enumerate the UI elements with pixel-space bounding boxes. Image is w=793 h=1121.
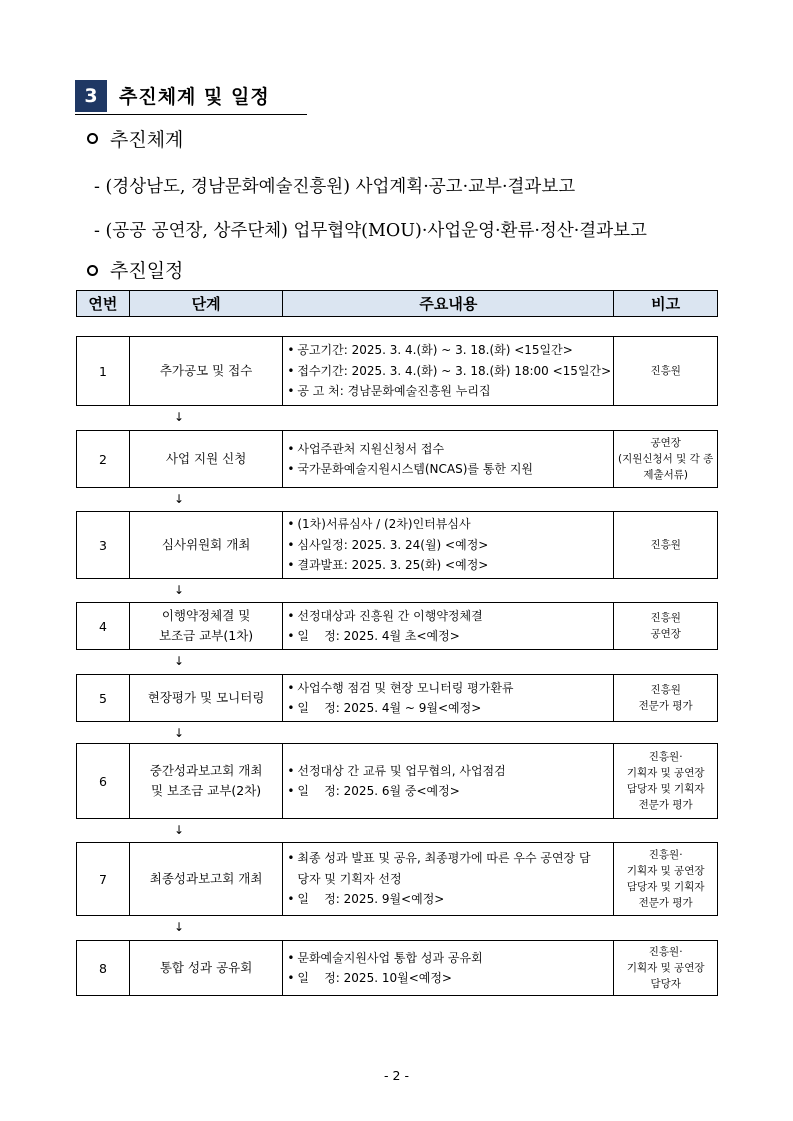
row-stage: 현장평가 및 모니터링 (130, 675, 284, 721)
down-arrow-icon: ↓ (174, 823, 185, 837)
row-number: 6 (77, 744, 130, 818)
row-note: 진흥원 (650, 365, 681, 377)
row-content (283, 744, 614, 818)
down-arrow-icon: ↓ (174, 492, 185, 506)
system-heading: 추진체계 (110, 129, 184, 151)
content-item: • 일 정: 2025. 4월 초<예정> (287, 626, 613, 647)
schedule-row-1 (76, 336, 718, 406)
section-heading (75, 80, 307, 115)
row-stage-text: 중간성과보고회 개최 및 보조금 교부(2차) (149, 763, 263, 798)
content-item: • 공 고 처: 경남문화예술진흥원 누리집 (287, 381, 613, 402)
down-arrow-icon: ↓ (174, 726, 185, 740)
content-item: • 일 정: 2025. 6월 중<예정> (287, 781, 613, 802)
content-item: • 사업주관처 지원신청서 접수 (287, 439, 613, 460)
row-stage: 최종성과보고회 개최 (130, 843, 284, 915)
schedule-heading: 추진일정 (110, 260, 184, 282)
row-content (283, 675, 614, 721)
row-note-text: 진흥원· 기획자 및 공연장 담당자 및 기획자 전문가 평가 (626, 751, 705, 811)
schedule-row-2 (76, 430, 718, 488)
content-item: • 일 정: 2025. 9월<예정> (287, 889, 613, 910)
row-note (614, 744, 717, 818)
row-number: 2 (77, 431, 130, 487)
row-content (283, 512, 614, 578)
content-item: • 선정대상과 진흥원 간 이행약정체결 (287, 606, 613, 627)
schedule-row-6 (76, 743, 718, 819)
section-title: 추진체계 및 일정 (119, 86, 270, 108)
row-content (283, 337, 614, 405)
row-content (283, 941, 614, 995)
row-number: 1 (77, 337, 130, 405)
row-note (614, 941, 717, 995)
row-note (614, 675, 717, 721)
page-number: - 2 - (384, 1068, 409, 1083)
system-line-1: - (경상남도, 경남문화예술진흥원) 사업계획·공고·교부·결과보고 (94, 177, 576, 197)
row-stage-text: 이행약정체결 및 보조금 교부(1차) (159, 608, 254, 643)
down-arrow-icon: ↓ (174, 583, 185, 597)
content-item: • 결과발표: 2025. 3. 25(화) <예정> (287, 555, 613, 576)
row-note-text: 진흥원· 기획자 및 공연장 담당자 및 기획자 전문가 평가 (626, 849, 705, 909)
schedule-row-8 (76, 940, 718, 996)
row-note (614, 843, 717, 915)
col-header-no: 연번 (77, 291, 130, 316)
content-item: • 심사일정: 2025. 3. 24(월) <예정> (287, 535, 613, 556)
row-number: 7 (77, 843, 130, 915)
row-content (283, 431, 614, 487)
col-header-note: 비고 (651, 295, 681, 313)
row-stage: 통합 성과 공유회 (130, 941, 284, 995)
row-note (614, 603, 717, 649)
schedule-row-7 (76, 842, 718, 916)
row-content (283, 603, 614, 649)
down-arrow-icon: ↓ (174, 654, 185, 668)
content-item: • 최종 성과 발표 및 공유, 최종평가에 따른 우수 공연장 담당자 및 기획자 선정 (287, 848, 613, 889)
section-number: 3 (75, 80, 107, 112)
row-note-text: 진흥원 전문가 평가 (638, 684, 693, 712)
row-number: 5 (77, 675, 130, 721)
content-item: • 선정대상 간 교류 및 업무협의, 사업점검 (287, 761, 613, 782)
content-item: • 접수기간: 2025. 3. 4.(화) ~ 3. 18.(화) 18:00 <15일간> (287, 361, 613, 382)
circle-bullet-icon (87, 265, 98, 276)
row-number: 8 (77, 941, 130, 995)
content-item: • 문화예술지원사업 통합 성과 공유회 (287, 948, 613, 969)
circle-bullet-icon (87, 133, 98, 144)
row-stage: 심사위원회 개최 (130, 512, 284, 578)
col-header-content: 주요내용 (283, 291, 614, 316)
row-stage: 추가공모 및 접수 (130, 337, 284, 405)
row-note: 진흥원 (650, 539, 681, 551)
system-line-2: - (공공 공연장, 상주단체) 업무협약(MOU)·사업운영·환류·정산·결과보고 (94, 221, 647, 241)
row-stage (130, 603, 284, 649)
schedule-row-3 (76, 511, 718, 579)
row-stage (130, 744, 284, 818)
content-item: • 사업수행 점검 및 현장 모니터링 평가환류 (287, 678, 613, 699)
down-arrow-icon: ↓ (174, 920, 185, 934)
col-header-stage: 단계 (130, 291, 284, 316)
schedule-table-header (76, 290, 718, 317)
schedule-row-5 (76, 674, 718, 722)
content-item: • 일 정: 2025. 10월<예정> (287, 968, 613, 989)
row-content (283, 843, 614, 915)
row-note (614, 431, 717, 487)
row-stage: 사업 지원 신청 (130, 431, 284, 487)
down-arrow-icon: ↓ (174, 410, 185, 424)
row-note-text: 공연장 (지원신청서 및 각 종 제출서류) (618, 437, 714, 481)
content-item: • 국가문화예술지원시스템(NCAS)를 통한 지원 (287, 459, 613, 480)
schedule-row-4 (76, 602, 718, 650)
content-item: • 일 정: 2025. 4월 ~ 9월<예정> (287, 698, 613, 719)
row-number: 4 (77, 603, 130, 649)
row-note-text: 진흥원 공연장 (650, 612, 681, 640)
row-note-text: 진흥원· 기획자 및 공연장 담당자 (626, 946, 705, 990)
row-number: 3 (77, 512, 130, 578)
content-item: • 공고기간: 2025. 3. 4.(화) ~ 3. 18.(화) <15일간> (287, 340, 613, 361)
content-item: • (1차)서류심사 / (2차)인터뷰심사 (287, 514, 613, 535)
